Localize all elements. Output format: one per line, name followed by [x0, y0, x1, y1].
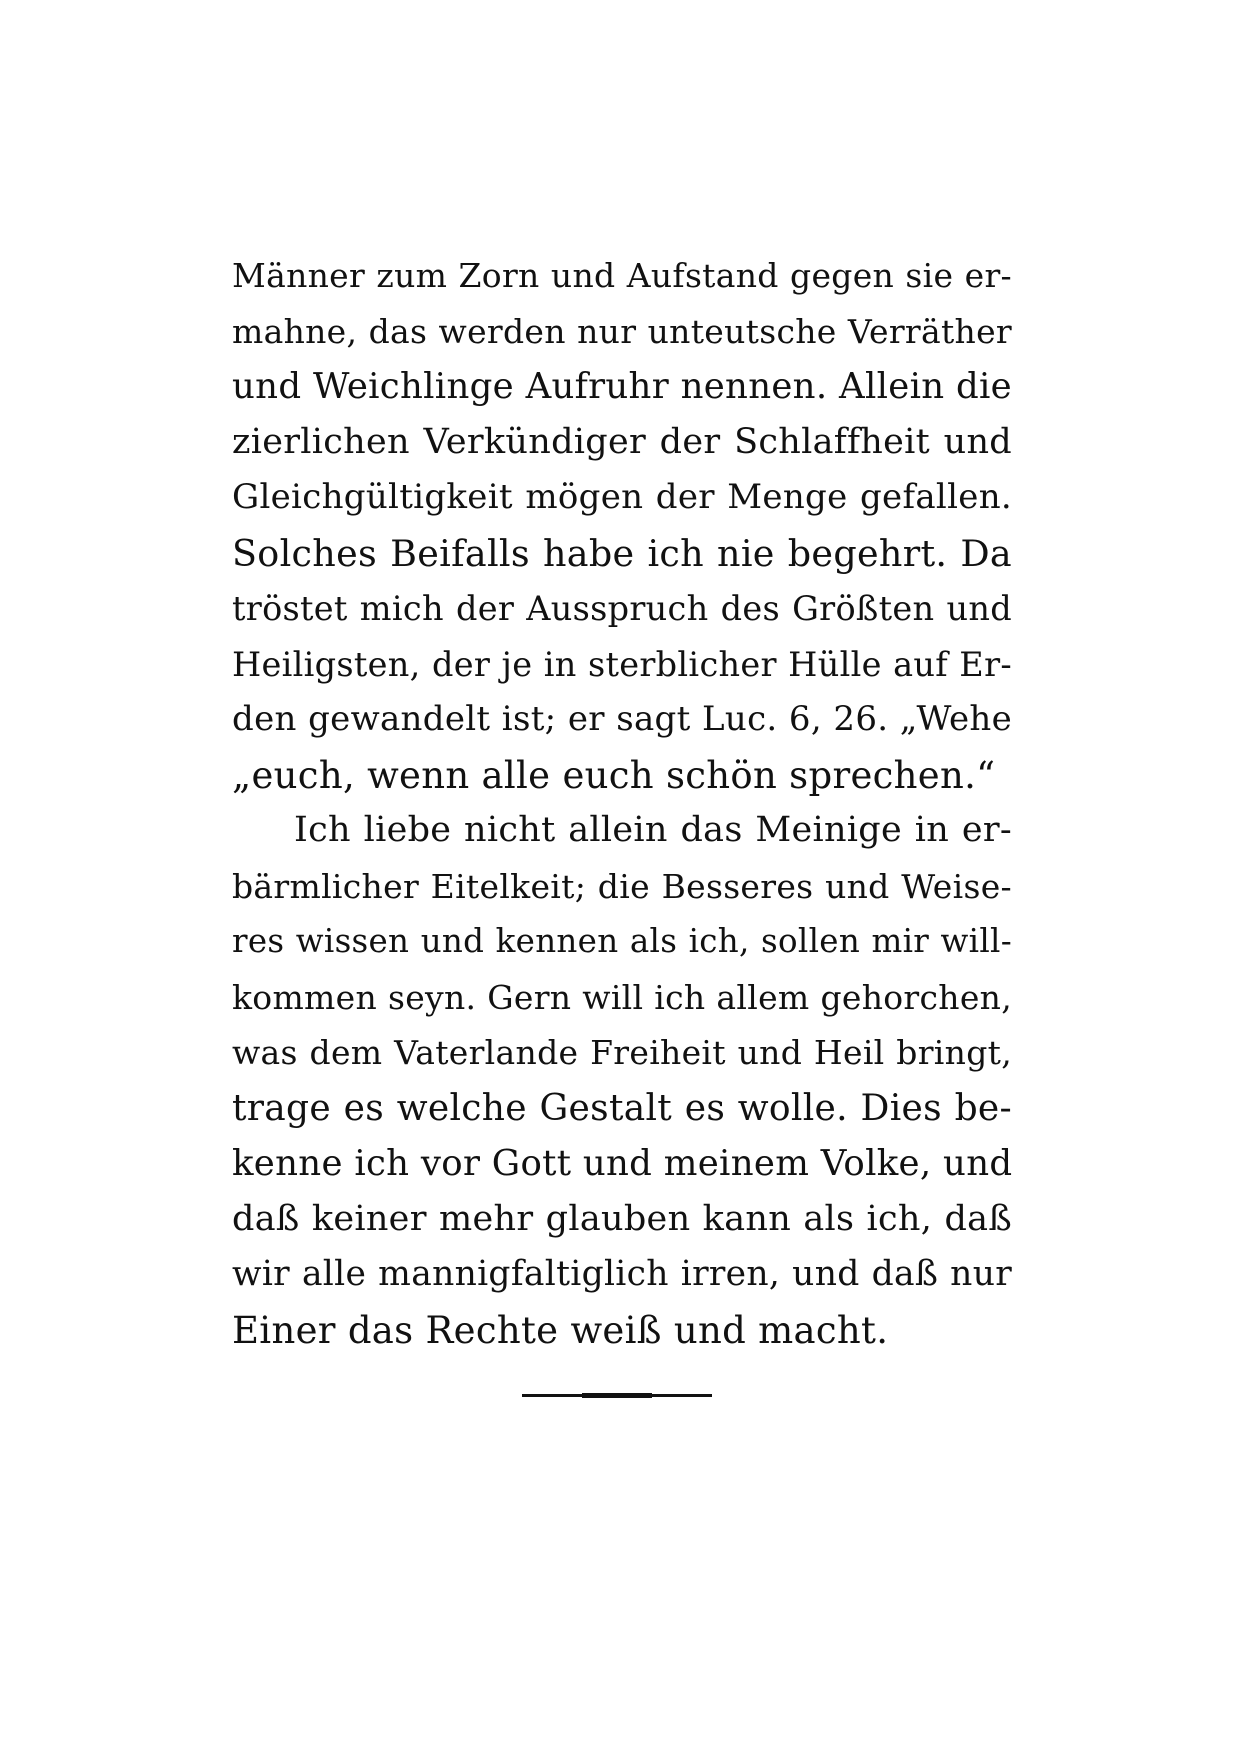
text-line: tröstet mich der Ausspruch des Größten und [232, 589, 1012, 628]
text-line: Ich liebe nicht allein das Meinige in er- [294, 810, 1012, 850]
text-line: und Weichlinge Aufruhr nennen. Allein die [232, 366, 1012, 407]
text-line: zierlichen Verkündiger der Schlaffheit und [232, 421, 1012, 462]
text-line: Männer zum Zorn und Aufstand gegen sie er- [232, 256, 1012, 295]
text-line: wir alle mannigfaltiglich irren, und daß nur [232, 1254, 1012, 1294]
text-line: kommen seyn. Gern will ich allem gehorchen, [232, 977, 1012, 1017]
text-line: trage es welche Gestalt es wolle. Dies be- [232, 1087, 1012, 1129]
text-line: was dem Vaterlande Freiheit und Heil bringt, [232, 1033, 1012, 1072]
text-line: „euch, wenn alle euch schön sprechen.“ [232, 753, 996, 797]
text-line: bärmlicher Eitelkeit; die Besseres und Weise- [232, 866, 1012, 906]
text-line: mahne, das werden nur unteutsche Verräther [232, 311, 1012, 351]
text-line: res wissen und kennen als ich, sollen mir will- [232, 922, 1012, 960]
text-line: kenne ich vor Gott und meinem Volke, und [232, 1143, 1013, 1184]
text-line: Heiligsten, der je in sterblicher Hülle auf Er- [232, 644, 1012, 684]
body-text [232, 248, 1012, 1358]
text-line: Gleichgültigkeit mögen der Menge gefallen. [232, 477, 1012, 517]
text-line: Solches Beifalls habe ich nie begehrt. Da [232, 531, 1012, 575]
text-line: daß keiner mehr glauben kann als ich, daß [232, 1198, 1012, 1239]
text-line: Einer das Rechte weiß und macht. [232, 1308, 889, 1352]
closing-rule [522, 1394, 712, 1397]
text-line: den gewandelt ist; er sagt Luc. 6, 26. „Wehe [232, 699, 1012, 739]
